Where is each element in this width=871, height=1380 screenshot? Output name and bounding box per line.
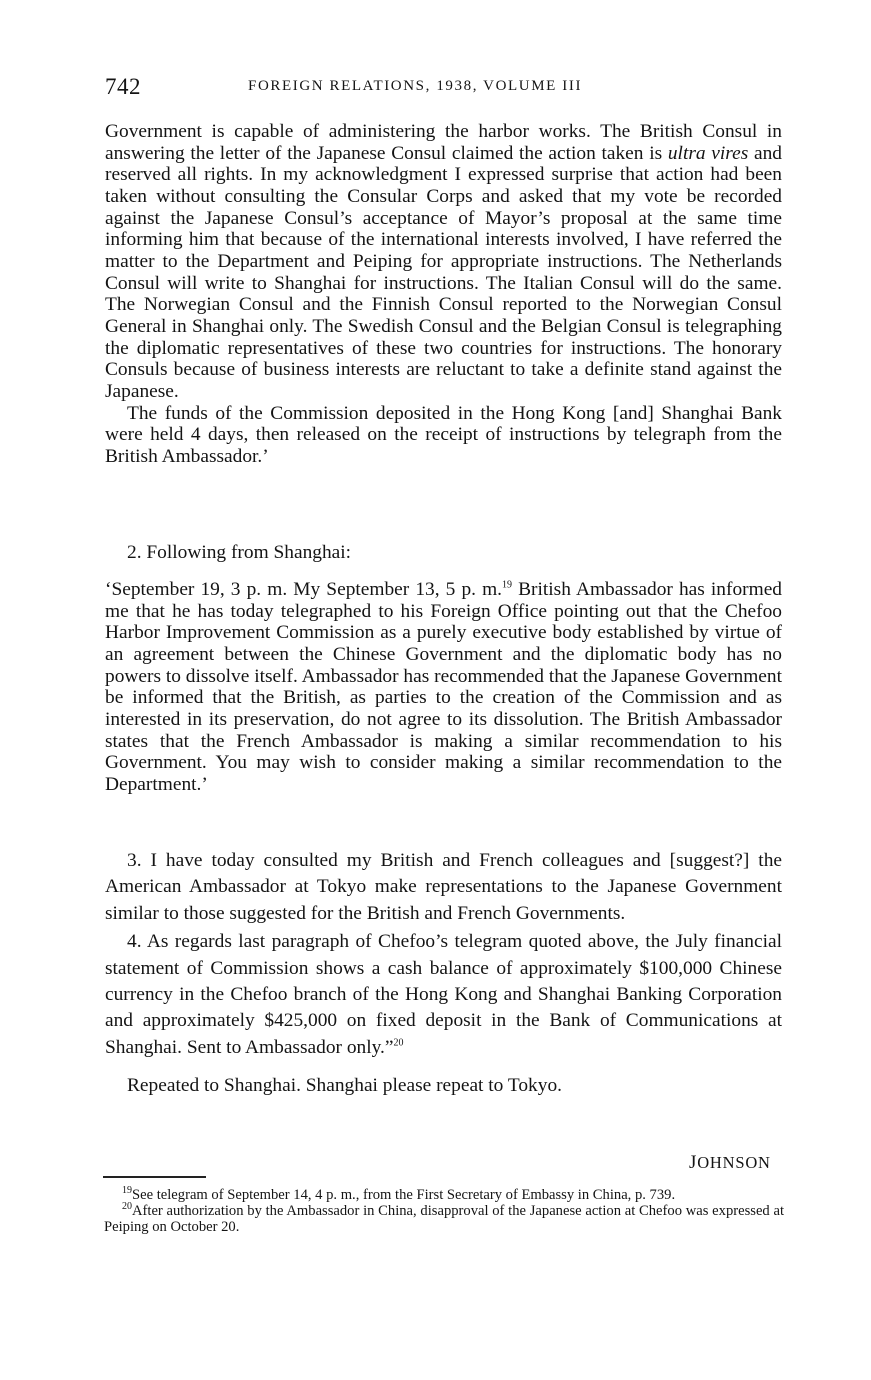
quoted-telegram-shanghai xyxy=(105,579,782,796)
footnote-text: See telegram of September 14, 4 p. m., from the First Secretary of Embassy in China, p. 739. xyxy=(132,1187,676,1203)
paragraph-commission-funds: The funds of the Commission deposited in the Hong Kong [and] Shanghai Bank were held 4 days, then released on the receipt of instructions by telegraph from the British Ambassador.’ xyxy=(105,402,782,467)
signature xyxy=(689,1152,771,1174)
paragraph-consulted-colleagues: 3. I have today consulted my British and French colleagues and [suggest?] the American Ambassador at Tokyo make representations to the Japanese Government similar to those suggested for the British and French Governments. xyxy=(105,850,782,924)
footnote-ref-20[interactable]: 20 xyxy=(393,1037,404,1049)
footnotes xyxy=(104,1187,784,1235)
paragraph-consular-corps xyxy=(105,121,782,403)
signature-initial: J xyxy=(689,1152,698,1173)
footnote-19 xyxy=(104,1187,784,1203)
paragraph-text: ‘September 19, 3 p. m. My September 13, 5 p. m. xyxy=(105,579,503,600)
paragraph-september-19 xyxy=(105,579,782,796)
paragraph-repeated-to-shanghai: Repeated to Shanghai. Shanghai please repeat to Tokyo. xyxy=(127,1075,562,1097)
footnote-marker: 19 xyxy=(122,1185,132,1197)
paragraph-text: 4. As regards last paragraph of Chefoo’s telegram quoted above, the July financial statement of Commission shows a cash balance of approximately $100,000 Chinese currency in the Chefoo branch of the Hong Kong and Shanghai Banking Corporation and approximately $425,000 on fixed deposit in the Bank of Communications at Shanghai. Sent to Ambassador only.” xyxy=(105,931,782,1058)
paragraph-following-from-shanghai xyxy=(105,541,782,565)
paragraph-financial-statement xyxy=(105,929,782,1061)
footnote-ref-19[interactable]: 19 xyxy=(502,579,513,591)
paragraph-text: British Ambassador has informed me that he has today telegraphed to his Foreign Office pointing out that the Chefoo Harbor Improvement Commission as a purely executive body established by virtue of an agreement between the Chinese Government and the diplomatic body has no powers to dissolve itself. Ambassador has recommended that the Japanese Government be informed that the British, as parties to the creation of the Commission and as interested in its preservation, do not agree to its dissolution. The British Ambassador states that the French Ambassador is making a similar recommendation to his Government. You may wish to consider making a similar recommendation to the Department.’ xyxy=(105,579,783,795)
paragraph-text: and reserved all rights. In my acknowledgment I expressed surprise that action had been taken without consulting the Consular Corps and asked that my vote be recorded against the Japanese Consul’s acceptance of Mayor’s proposal at the same time informing him that because of the international interests involved, I have referred the matter to the Department and Peiping for appropriate instructions. The Netherlands Consul will write to Shanghai for instructions. The Italian Consul will do the same. The Norwegian Consul and the Finnish Consul reported to the Norwegian Consul General in Shanghai only. The Swedish Consul and the Belgian Consul is telegraphing the diplomatic representatives of these two countries for instructions. The honorary Consuls because of business interests are reluctant to take a definite stand against the Japanese. xyxy=(105,142,782,402)
italic-phrase: ultra vires xyxy=(667,142,749,164)
signature-rest: OHNSON xyxy=(697,1153,771,1172)
ambassador-paragraphs xyxy=(105,848,782,1100)
page-number: 742 xyxy=(105,74,141,99)
running-head xyxy=(105,74,785,104)
quoted-telegram-block xyxy=(105,121,782,468)
footnote-text: After authorization by the Ambassador in China, disapproval of the Japanese action at Chefoo was expressed at Peiping on October 20. xyxy=(104,1203,784,1235)
running-head-title: FOREIGN RELATIONS, 1938, VOLUME III xyxy=(248,78,583,94)
footnote-20 xyxy=(104,1203,784,1235)
paragraph-text: Government is capable of administering the harbor works. The British Consul in answering the letter of the Japanese Consul claimed the action taken is xyxy=(105,121,782,164)
paragraph-text: 2. Following from Shanghai: xyxy=(127,542,352,563)
footnote-marker: 20 xyxy=(122,1201,132,1213)
footnote-divider xyxy=(103,1176,206,1178)
